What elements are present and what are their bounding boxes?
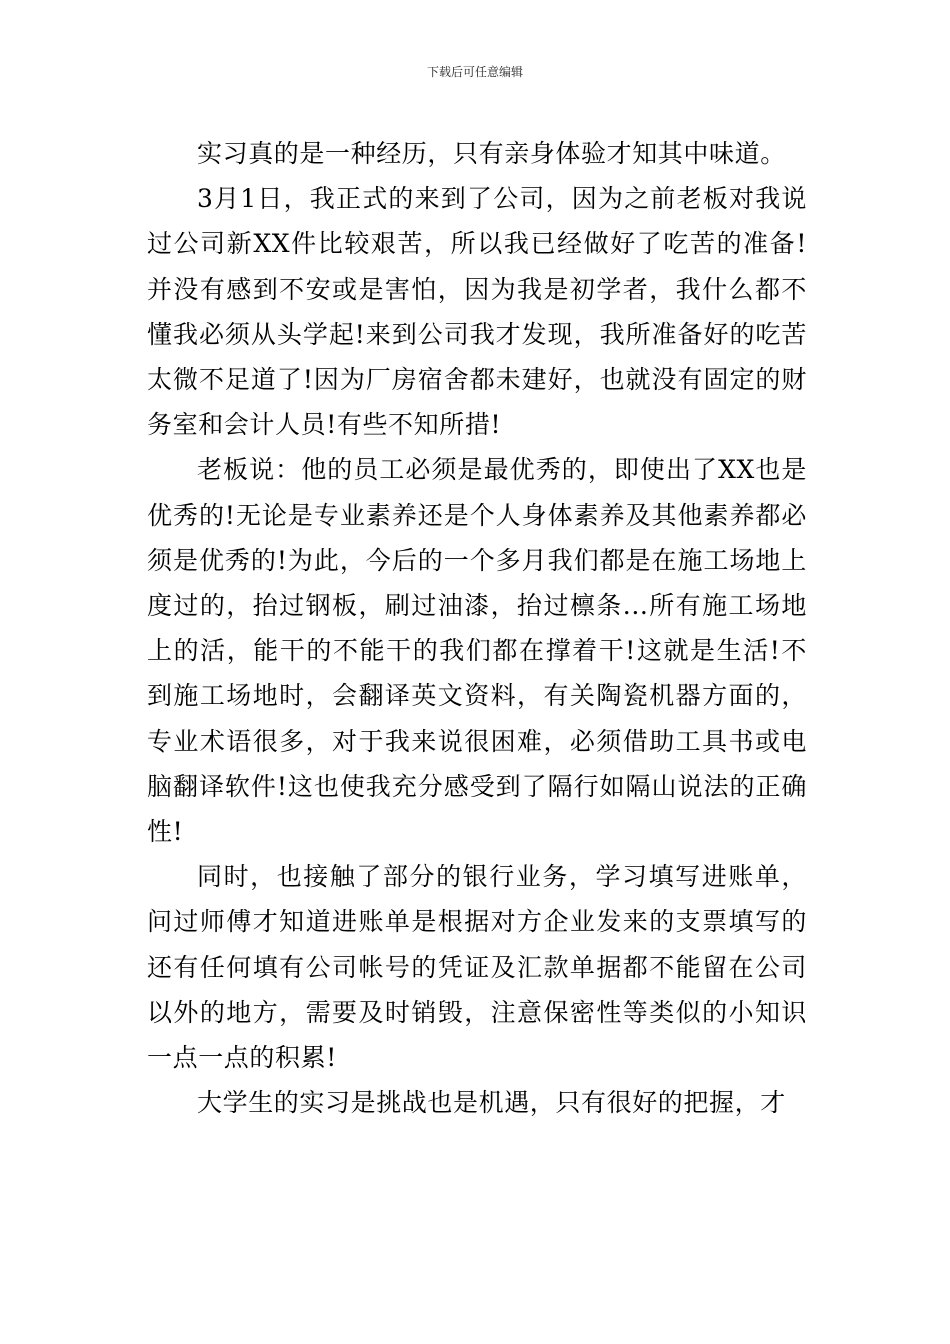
paragraph: 同时，也接触了部分的银行业务，学习填写进账单，问过师傅才知道进账单是根据对方企业发来的支票填写的还有任何填有公司帐号的凭证及汇款单据都不能留在公司以外的地方，需要及时销毁，注意保密性等类似的小知识一点一点的积累!	[147, 862, 807, 1073]
paragraph: 3月1日，我正式的来到了公司，因为之前老板对我说过公司新XX件比较艰苦，所以我已经做好了吃苦的准备!并没有感到不安或是害怕，因为我是初学者，我什么都不懂我必须从头学起!来到公司我才发现，我所准备好的吃苦太微不足道了!因为厂房宿舍都未建好，也就没有固定的财务室和会计人员!有些不知所措!	[147, 184, 807, 440]
paragraph: 老板说：他的员工必须是最优秀的，即使出了XX也是优秀的!无论是专业素养还是个人身体素养及其他素养都必须是优秀的!为此，今后的一个多月我们都是在施工场地上度过的，抬过钢板，刷过油漆，抬过檩条...所有施工场地上的活，能干的不能干的我们都在撑着干!这就是生活!不到施工场地时，会翻译英文资料，有关陶瓷机器方面的，专业术语很多，对于我来说很困难，必须借助工具书或电脑翻译软件!这也使我充分感受到了隔行如隔山说法的正确性!	[147, 455, 807, 847]
document-body	[147, 131, 807, 1125]
paragraph: 大学生的实习是挑战也是机遇，只有很好的把握，才	[197, 1088, 786, 1118]
page-header-note: 下载后可任意编辑	[426, 65, 523, 79]
paragraph: 实习真的是一种经历，只有亲身体验才知其中味道。	[197, 139, 786, 168]
